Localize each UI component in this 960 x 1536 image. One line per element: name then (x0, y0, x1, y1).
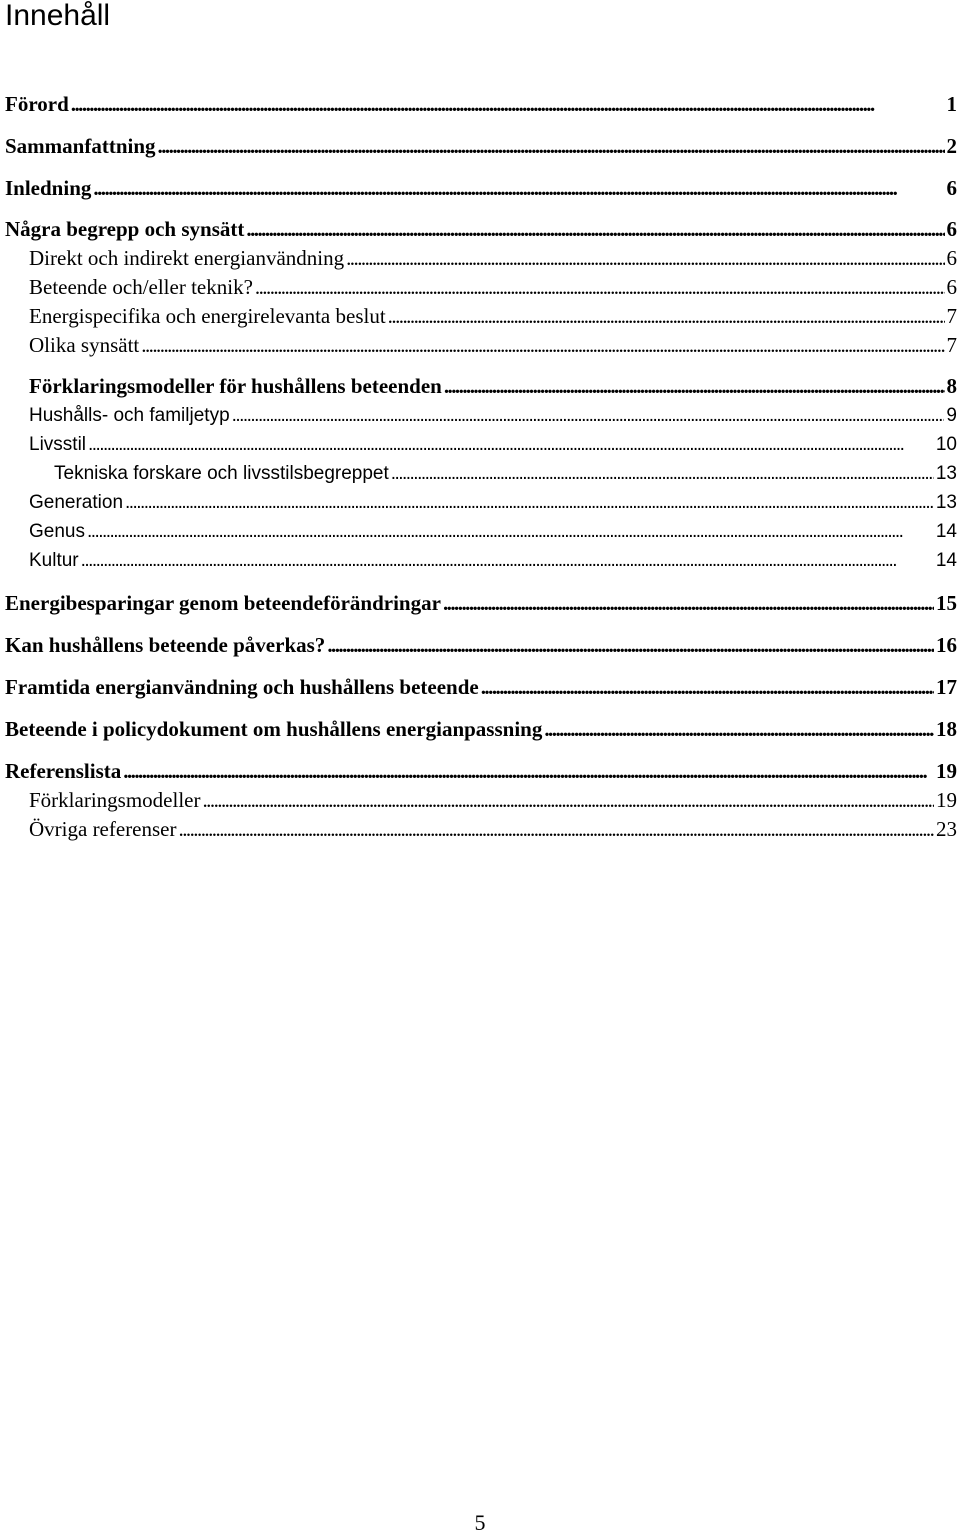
dot-leader (125, 492, 934, 514)
toc-entry-page: 23 (936, 817, 957, 841)
toc-entry-label: Energibesparingar genom beteendeförändringar (5, 591, 441, 615)
toc-entry-page: 19 (936, 788, 957, 812)
dot-leader (141, 333, 944, 358)
toc-entry-page: 18 (936, 717, 957, 741)
toc-entry-referenslista[interactable] (0, 759, 960, 787)
toc-entry-label: Förklaringsmodeller (29, 788, 201, 812)
toc-entry-label: Övriga referenser (29, 817, 177, 841)
dot-leader (71, 92, 945, 117)
toc-entry-energibesparingar[interactable] (0, 591, 960, 619)
toc-entry-label: Referenslista (5, 759, 122, 783)
dot-leader (444, 374, 945, 399)
toc-entry-label: Direkt och indirekt energianvändning (29, 246, 345, 270)
toc-entry-beteende-policydokument[interactable] (0, 717, 960, 745)
dot-leader (93, 176, 944, 201)
toc-entry-label: Livsstil (29, 434, 87, 455)
toc-entry-page: 14 (935, 521, 957, 542)
toc-entry-beteende-teknik[interactable] (0, 275, 960, 303)
toc-entry-kan-hushallens-beteende[interactable] (0, 633, 960, 661)
toc-entry-page: 7 (946, 333, 957, 357)
dot-leader (391, 463, 934, 485)
toc-entry-page: 1 (946, 92, 957, 116)
dot-leader (81, 550, 934, 572)
toc-entry-label: Några begrepp och synsätt (5, 217, 245, 241)
dot-leader (388, 304, 945, 329)
toc-entry-label: Framtida energianvändning och hushållens beteende (5, 675, 479, 699)
dot-leader (123, 759, 934, 784)
toc-entry-forklaringsmodeller-hushall[interactable] (0, 374, 960, 402)
toc-entry-kultur[interactable] (0, 550, 960, 578)
toc-entry-inledning[interactable] (0, 176, 960, 204)
toc-entry-hushalls-familjetyp[interactable] (0, 405, 960, 433)
dot-leader (179, 817, 935, 842)
toc-entry-page: 17 (936, 675, 957, 699)
toc-entry-label: Tekniska forskare och livsstilsbegreppet (54, 463, 389, 484)
toc-entry-page: 14 (935, 550, 957, 571)
toc-entry-label: Beteende i policydokument om hushållens energianpassning (5, 717, 543, 741)
toc-entry-label: Genus (29, 521, 85, 542)
dot-leader (327, 633, 934, 658)
toc-entry-label: Inledning (5, 176, 92, 200)
toc-entry-label: Generation (29, 492, 124, 513)
toc-entry-nagra-begrepp[interactable] (0, 217, 960, 245)
dot-leader (88, 434, 934, 456)
toc-entry-label: Hushålls- och familjetyp (29, 405, 230, 426)
dot-leader (202, 788, 934, 813)
toc-entry-direkt-indirekt[interactable] (0, 246, 960, 274)
toc-entry-generation[interactable] (0, 492, 960, 520)
dot-leader (544, 717, 934, 742)
page-number: 5 (474, 1510, 486, 1535)
toc-entry-page: 13 (935, 463, 957, 484)
toc-entry-page: 10 (935, 434, 957, 455)
page-title: Innehåll (5, 0, 111, 32)
toc-entry-page: 13 (935, 492, 957, 513)
toc-entry-olika-synsatt[interactable] (0, 333, 960, 361)
toc-entry-page: 7 (946, 304, 957, 328)
toc-entry-label: Kan hushållens beteende påverkas? (5, 633, 326, 657)
dot-leader (158, 134, 945, 159)
dot-leader (443, 591, 934, 616)
dot-leader (346, 246, 944, 271)
dot-leader (481, 675, 934, 700)
toc-entry-sammanfattning[interactable] (0, 134, 960, 162)
toc-entry-label: Beteende och/eller teknik? (29, 275, 253, 299)
toc-entry-page: 6 (946, 217, 957, 241)
toc-entry-energispecifika[interactable] (0, 304, 960, 332)
toc-entry-framtida-energianvandning[interactable] (0, 675, 960, 703)
toc-entry-label: Kultur (29, 550, 79, 571)
toc-entry-forord[interactable] (0, 92, 960, 120)
toc-entry-page: 8 (946, 374, 957, 398)
toc-entry-label: Energispecifika och energirelevanta beslut (29, 304, 386, 328)
toc-entry-page: 15 (936, 591, 957, 615)
toc-entry-genus[interactable] (0, 521, 960, 549)
toc-entry-label: Olika synsätt (29, 333, 140, 357)
dot-leader (232, 405, 945, 427)
toc-entry-tekniska-forskare[interactable] (0, 463, 960, 491)
toc-entry-page: 6 (946, 275, 957, 299)
toc-entry-page: 9 (946, 405, 957, 426)
toc-entry-label: Sammanfattning (5, 134, 156, 158)
toc-entry-label: Förord (5, 92, 69, 116)
toc-entry-page: 2 (946, 134, 957, 158)
toc-entry-livsstil[interactable] (0, 434, 960, 462)
toc-entry-page: 6 (946, 176, 957, 200)
toc-entry-label: Förklaringsmodeller för hushållens beteenden (29, 374, 442, 398)
dot-leader (246, 217, 944, 242)
dot-leader (87, 521, 934, 543)
toc-entry-page: 6 (946, 246, 957, 270)
toc-entry-page: 19 (936, 759, 957, 783)
toc-entry-ovriga-referenser[interactable] (0, 817, 960, 845)
dot-leader (255, 275, 945, 300)
toc-entry-forklaringsmodeller-ref[interactable] (0, 788, 960, 816)
toc-entry-page: 16 (936, 633, 957, 657)
